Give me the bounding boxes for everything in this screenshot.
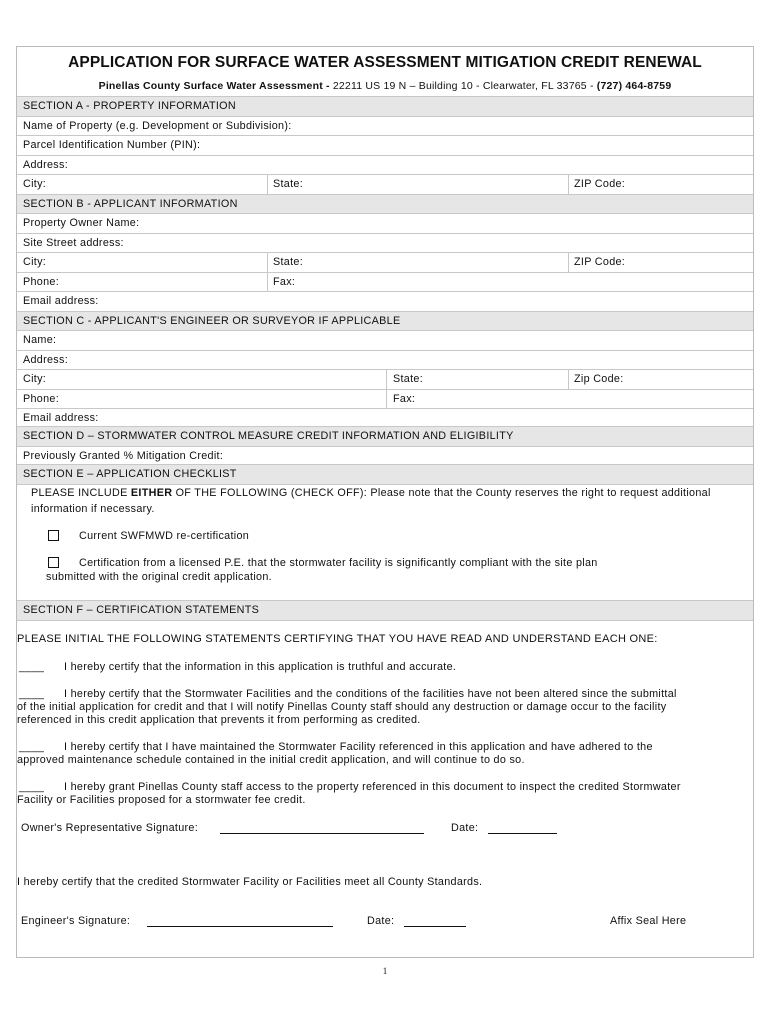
engineer-email-field[interactable]: Email address: (17, 408, 753, 428)
applicant-email-field[interactable]: Email address: (17, 291, 753, 311)
initial-blank-3[interactable]: ____ (19, 741, 45, 753)
previous-credit-field[interactable]: Previously Granted % Mitigation Credit: (17, 446, 753, 466)
pin-field[interactable]: Parcel Identification Number (PIN): (17, 135, 753, 155)
property-city-field[interactable]: City: (23, 178, 47, 190)
property-address-field[interactable]: Address: (17, 155, 753, 175)
subtitle-org: Pinellas County Surface Water Assessment - (98, 80, 333, 92)
property-city-state-zip-row (17, 174, 753, 194)
engineer-date-label: Date: (367, 915, 395, 927)
statement-2-line2: of the initial application for credit and that I will notify Pinellas County staff should any destruction or damage occur to the facility (17, 701, 667, 713)
statement-1: I hereby certify that the information in this application is truthful and accurate. (64, 661, 457, 673)
owner-name-field[interactable]: Property Owner Name: (17, 213, 753, 233)
property-name-field[interactable]: Name of Property (e.g. Development or Subdivision): (17, 116, 753, 136)
applicant-fax-field[interactable]: Fax: (273, 275, 296, 288)
applicant-city-state-zip-row (17, 252, 753, 272)
engineer-city-state-zip-row (17, 369, 753, 389)
applicant-phone-fax-row (17, 272, 753, 292)
statement-3-line1: I hereby certify that I have maintained the Stormwater Facility referenced in this application and have adhered to the (64, 741, 653, 753)
engineer-phone-fax-row (17, 389, 753, 409)
statement-2-line3: referenced in this credit application that prevents it from performing as credited. (17, 714, 421, 726)
statement-4-line2: Facility or Facilities proposed for a stormwater fee credit. (17, 794, 306, 806)
initial-blank-4[interactable]: ____ (19, 781, 45, 793)
checklist-instruction-line2: information if necessary. (31, 503, 155, 515)
pe-option-label-line1: Certification from a licensed P.E. that the stormwater facility is significantly compliant with the site plan (79, 557, 598, 569)
site-address-field[interactable]: Site Street address: (17, 233, 753, 253)
form-subtitle (16, 80, 754, 92)
engineer-signature-label: Engineer's Signature: (21, 915, 131, 927)
property-state-field[interactable]: State: (273, 178, 304, 190)
subtitle-address: 22211 US 19 N – Building 10 - Clearwater, FL 33765 - (332, 80, 597, 92)
engineer-zip-field[interactable]: Zip Code: (574, 373, 624, 385)
property-zip-field[interactable]: ZIP Code: (574, 178, 626, 190)
section-c-header: SECTION C - APPLICANT'S ENGINEER OR SURVEYOR IF APPLICABLE (17, 311, 753, 331)
applicant-city-field[interactable]: City: (23, 256, 47, 268)
owner-date-label: Date: (451, 822, 479, 834)
section-f-header: SECTION F – CERTIFICATION STATEMENTS (17, 600, 753, 620)
applicant-zip-field[interactable]: ZIP Code: (574, 256, 626, 268)
section-a-header: SECTION A - PROPERTY INFORMATION (17, 96, 753, 116)
statement-2-line1: I hereby certify that the Stormwater Facilities and the conditions of the facilities have not been altered since the submittal (64, 688, 677, 700)
subtitle-phone: (727) 464-8759 (596, 80, 672, 92)
engineer-phone-field[interactable]: Phone: (23, 392, 60, 405)
engineer-signature-line[interactable] (147, 926, 333, 927)
section-b-header: SECTION B - APPLICANT INFORMATION (17, 194, 753, 214)
checklist-instruction: PLEASE INCLUDE EITHER OF THE FOLLOWING (CHECK OFF): Please note that the County reserves the right to request additional (31, 487, 711, 499)
certification-instruction: PLEASE INITIAL THE FOLLOWING STATEMENTS CERTIFYING THAT YOU HAVE READ AND UNDERSTAND EACH ONE: (17, 633, 658, 645)
section-e-header: SECTION E – APPLICATION CHECKLIST (17, 464, 753, 484)
owner-signature-label: Owner's Representative Signature: (21, 822, 198, 834)
engineer-date-line[interactable] (404, 926, 466, 927)
engineer-city-field[interactable]: City: (23, 373, 47, 385)
applicant-state-field[interactable]: State: (273, 256, 304, 268)
applicant-phone-field[interactable]: Phone: (23, 275, 60, 288)
swfmwd-checkbox[interactable] (48, 530, 59, 541)
initial-blank-2[interactable]: ____ (19, 688, 45, 700)
section-d-header: SECTION D – STORMWATER CONTROL MEASURE CREDIT INFORMATION AND ELIGIBILITY (17, 426, 753, 446)
section-f-divider (17, 620, 753, 621)
engineer-address-field[interactable]: Address: (17, 350, 753, 370)
section-e-divider (17, 484, 753, 485)
engineer-state-field[interactable]: State: (393, 373, 424, 385)
engineer-name-field[interactable]: Name: (17, 330, 753, 350)
engineer-fax-field[interactable]: Fax: (393, 392, 416, 405)
statement-4-line1: I hereby grant Pinellas County staff access to the property referenced in this document to inspect the credited Stormwater (64, 781, 681, 793)
swfmwd-option-label: Current SWFMWD re-certification (79, 530, 250, 542)
statement-3-line2: approved maintenance schedule contained in the initial credit application, and will continue to do so. (17, 754, 525, 766)
page-number: 1 (382, 966, 388, 976)
engineer-certification: I hereby certify that the credited Stormwater Facility or Facilities meet all County Standards. (17, 876, 483, 888)
pe-certification-checkbox[interactable] (48, 557, 59, 568)
owner-signature-line[interactable] (220, 833, 424, 834)
initial-blank-1[interactable]: ____ (19, 661, 45, 673)
pe-option-label-line2: submitted with the original credit application. (46, 571, 272, 583)
owner-date-line[interactable] (488, 833, 557, 834)
form-title: APPLICATION FOR SURFACE WATER ASSESSMENT MITIGATION CREDIT RENEWAL (68, 54, 702, 71)
affix-seal-label: Affix Seal Here (610, 915, 687, 927)
